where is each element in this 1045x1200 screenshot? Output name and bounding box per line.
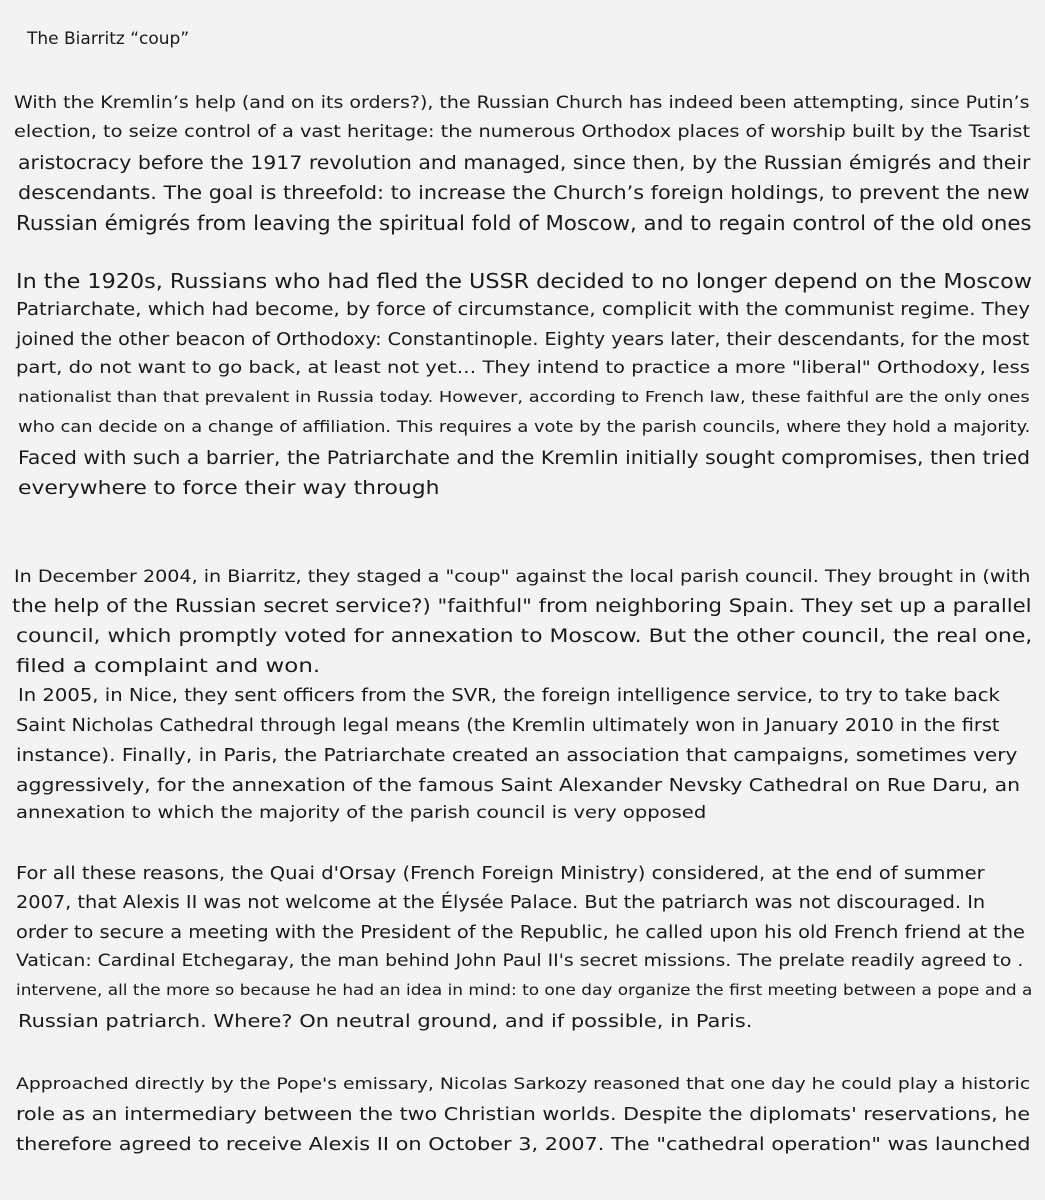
text-line: council, which promptly voted for annexation to Moscow. But the other council, the real one, xyxy=(16,625,1033,647)
text-line: Russian émigrés from leaving the spiritual fold of Moscow, and to regain control of the old ones xyxy=(16,211,1032,235)
text-line: descendants. The goal is threefold: to increase the Church’s foreign holdings, to prevent the new xyxy=(18,182,1030,204)
text-line: With the Kremlin’s help (and on its orders?), the Russian Church has indeed been attempting, since Putin’s xyxy=(14,93,1030,113)
text-line: order to secure a meeting with the President of the Republic, he called upon his old French friend at the xyxy=(16,922,1025,943)
text-line: aristocracy before the 1917 revolution and managed, since then, by the Russian émigrés and their xyxy=(18,152,1031,174)
text-line: Vatican: Cardinal Etchegaray, the man behind John Paul II's secret missions. The prelate readily agreed to . xyxy=(16,951,1024,971)
text-line: instance). Finally, in Paris, the Patriarchate created an association that campaigns, sometimes very xyxy=(16,745,1018,766)
text-line: For all these reasons, the Quai d'Orsay (French Foreign Ministry) considered, at the end of summer xyxy=(16,863,985,884)
text-line: election, to seize control of a vast heritage: the numerous Orthodox places of worship built by the Tsarist xyxy=(14,122,1031,142)
text-line: who can decide on a change of affiliation. This requires a vote by the parish councils, where they hold a majority. xyxy=(18,417,1031,436)
text-line: aggressively, for the annexation of the famous Saint Alexander Nevsky Cathedral on Rue Daru, an xyxy=(16,775,1021,796)
text-line: nationalist than that prevalent in Russia today. However, according to French law, these faithful are the only ones xyxy=(18,388,1030,406)
text-line: In 2005, in Nice, they sent officers from the SVR, the foreign intelligence service, to try to take back xyxy=(18,685,1000,706)
text-line: Saint Nicholas Cathedral through legal means (the Kremlin ultimately won in January 2010 in the first xyxy=(16,715,1000,736)
text-line: annexation to which the majority of the parish council is very opposed xyxy=(16,803,707,823)
text-line: the help of the Russian secret service?) "faithful" from neighboring Spain. They set up a parallel xyxy=(12,595,1032,617)
text-line: Faced with such a barrier, the Patriarchate and the Kremlin initially sought compromises, then tried xyxy=(18,447,1031,469)
text-line: everywhere to force their way through xyxy=(18,477,440,499)
text-line: joined the other beacon of Orthodoxy: Constantinople. Eighty years later, their descendants, for the most xyxy=(16,329,1030,350)
text-line: Patriarchate, which had become, by force of circumstance, complicit with the communist regime. They xyxy=(16,299,1031,320)
text-line: In December 2004, in Biarritz, they staged a "coup" against the local parish council. They brought in (with xyxy=(14,567,1031,587)
text-line: intervene, all the more so because he had an idea in mind: to one day organize the first meeting between a pope and a xyxy=(16,981,1033,999)
document-title: The Biarritz “coup” xyxy=(27,29,190,49)
text-line: role as an intermediary between the two Christian worlds. Despite the diplomats' reservations, he xyxy=(16,1104,1031,1125)
text-line: Approached directly by the Pope's emissary, Nicolas Sarkozy reasoned that one day he could play a historic xyxy=(16,1074,1031,1093)
text-line: part, do not want to go back, at least not yet… They intend to practice a more "liberal" Orthodoxy, less xyxy=(16,358,1030,378)
text-line: 2007, that Alexis II was not welcome at the Élysée Palace. But the patriarch was not discouraged. In xyxy=(16,892,986,913)
text-line: In the 1920s, Russians who had fled the USSR decided to no longer depend on the Moscow xyxy=(16,269,1032,293)
text-line: filed a complaint and won. xyxy=(16,655,321,677)
text-line: therefore agreed to receive Alexis II on October 3, 2007. The "cathedral operation" was launched xyxy=(16,1134,1031,1155)
text-line: Russian patriarch. Where? On neutral ground, and if possible, in Paris. xyxy=(18,1011,753,1032)
